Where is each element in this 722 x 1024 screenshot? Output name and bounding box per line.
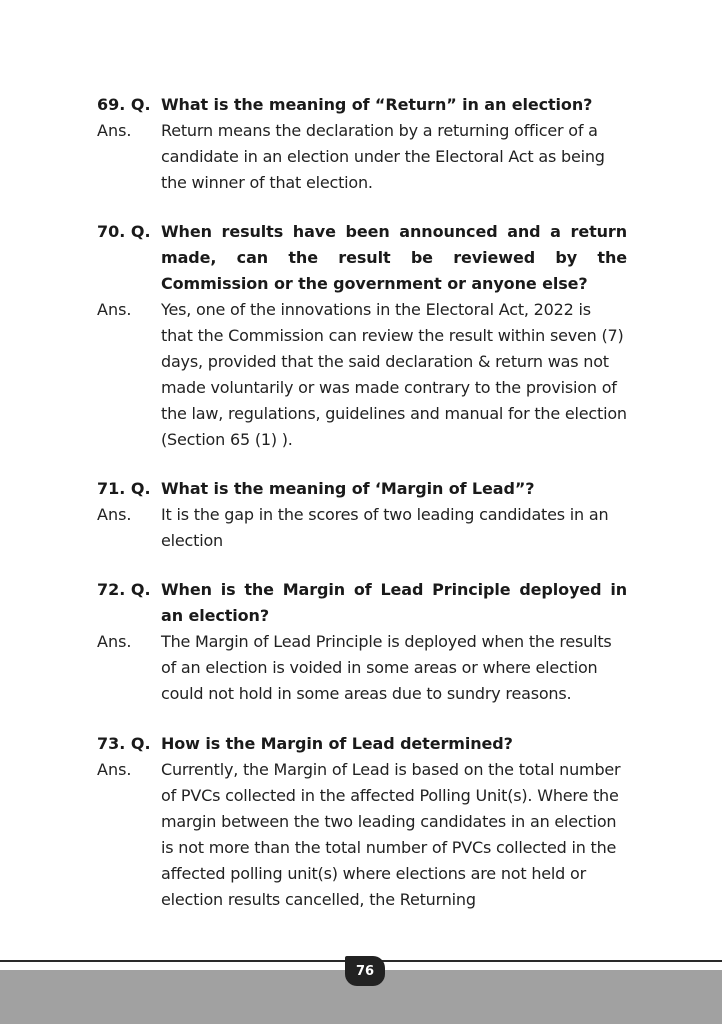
answer-text: It is the gap in the scores of two leading candidates in an election [161, 505, 609, 550]
qa-item-72 [97, 577, 627, 707]
question-number: 73. Q. [97, 734, 151, 753]
question-text: How is the Margin of Lead determined? [161, 734, 513, 753]
question-text: What is the meaning of “Return” in an election? [161, 95, 593, 114]
answer-row [97, 502, 627, 554]
question-row [97, 219, 627, 297]
qa-item-70 [97, 219, 627, 453]
answer-label: Ans. [97, 121, 132, 140]
question-number: 72. Q. [97, 580, 151, 599]
question-row [97, 476, 627, 502]
page-number: 76 [355, 963, 375, 979]
qa-item-69 [97, 92, 627, 196]
answer-text: Return means the declaration by a returning officer of a candidate in an election under the Electoral Act as being the winner of that election. [161, 121, 605, 192]
question-text: When results have been announced and a return made, can the result be reviewed by the Commission or the government or anyone else? [161, 222, 627, 293]
answer-row [97, 297, 627, 453]
question-row [97, 577, 627, 629]
answer-text: Currently, the Margin of Lead is based on the total number of PVCs collected in the affected Polling Unit(s). Where the margin between the two leading candidates in an election is not more than the total number of PVCs collected in the affected polling unit(s) where elections are not held or election results cancelled, the Returning [161, 760, 621, 909]
qa-item-73 [97, 731, 627, 913]
question-text: What is the meaning of ‘Margin of Lead”? [161, 479, 535, 498]
answer-row [97, 118, 627, 196]
answer-row [97, 629, 627, 707]
question-row [97, 92, 627, 118]
answer-text: The Margin of Lead Principle is deployed when the results of an election is voided in some areas or where election could not hold in some areas due to sundry reasons. [161, 632, 612, 703]
question-number: 71. Q. [97, 479, 151, 498]
answer-label: Ans. [97, 300, 132, 319]
qa-item-71 [97, 476, 627, 554]
page-number-badge [345, 956, 385, 986]
answer-row [97, 757, 627, 913]
answer-text: Yes, one of the innovations in the Electoral Act, 2022 is that the Commission can review the result within seven (7) days, provided that the said declaration & return was not made voluntarily or was made contrary to the provision of the law, regulations, guidelines and manual for the election (Section 65 (1) ). [161, 300, 627, 449]
answer-label: Ans. [97, 505, 132, 524]
question-number: 69. Q. [97, 95, 151, 114]
answer-label: Ans. [97, 760, 132, 779]
question-number: 70. Q. [97, 222, 151, 241]
answer-label: Ans. [97, 632, 132, 651]
question-row [97, 731, 627, 757]
question-text: When is the Margin of Lead Principle deployed in an election? [161, 580, 627, 625]
